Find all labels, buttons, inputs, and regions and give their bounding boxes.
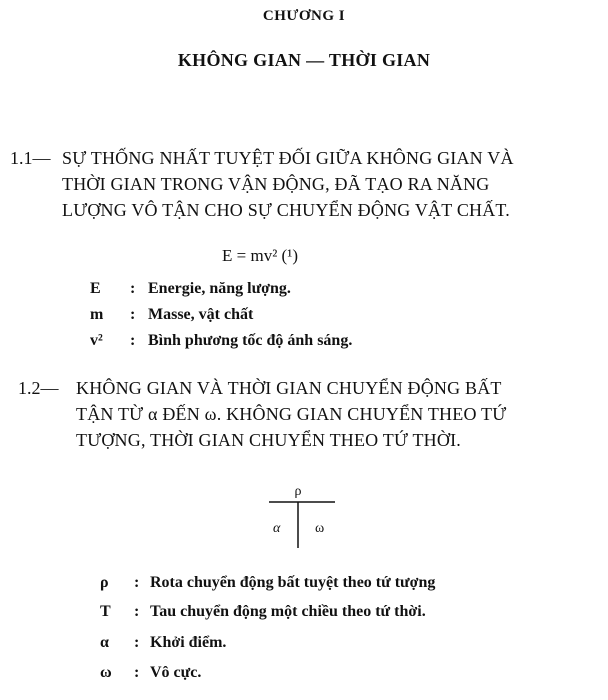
legend-row: [100, 634, 226, 652]
rho-label: ρ: [294, 484, 302, 499]
definition-symbol: E: [90, 280, 101, 297]
tau-diagram: [265, 482, 345, 552]
legend-separator: :: [134, 574, 140, 591]
legend-separator: :: [134, 664, 140, 681]
definition-text: Bình phương tốc độ ánh sáng.: [148, 332, 353, 349]
chapter-title: KHÔNG GIAN — THỜI GIAN: [177, 50, 431, 70]
legend-row: [100, 574, 435, 592]
definition-symbol: m: [90, 306, 104, 323]
legend-symbol: α: [100, 634, 109, 651]
section-1-heading-line-1: SỰ THỐNG NHẤT TUYỆT ĐỐI GIỮA KHÔNG GIAN VÀ: [62, 148, 514, 168]
tau-diagram-svg: [265, 482, 345, 552]
section-1-number: 1.1—: [10, 148, 51, 168]
definition-row: [90, 306, 253, 324]
legend-symbol: ω: [100, 664, 112, 681]
definition-row: [90, 332, 352, 350]
legend-row: [100, 603, 426, 621]
legend-text: Khởi điểm.: [150, 634, 227, 651]
legend-text: Rota chuyển động bất tuyệt theo tứ tượng: [150, 574, 436, 591]
legend-separator: :: [134, 634, 140, 651]
definition-text: Masse, vật chất: [148, 306, 254, 323]
section-1-heading-line-2: THỜI GIAN TRONG VẬN ĐỘNG, ĐÃ TẠO RA NĂNG: [62, 174, 490, 194]
legend-separator: :: [134, 603, 140, 620]
legend-symbol: T: [100, 603, 111, 620]
section-2-heading-line-3: TƯỢNG, THỜI GIAN CHUYỂN THEO TỨ THỜI.: [76, 430, 461, 450]
definition-symbol: v²: [90, 332, 103, 349]
legend-text: Vô cực.: [150, 664, 202, 681]
energy-formula: E = mv² (¹): [222, 246, 298, 265]
omega-label: ω: [315, 521, 325, 536]
definition-separator: :: [130, 280, 136, 297]
legend-row: [100, 664, 201, 682]
alpha-label: α: [273, 521, 281, 536]
section-2-heading-line-2: TẬN TỪ α ĐẾN ω. KHÔNG GIAN CHUYỂN THEO TỨ: [76, 404, 507, 424]
section-2-heading-line-1: KHÔNG GIAN VÀ THỜI GIAN CHUYỂN ĐỘNG BẤT: [76, 378, 502, 398]
chapter-number: CHƯƠNG I: [262, 8, 346, 24]
section-2-number: 1.2—: [18, 378, 59, 398]
definition-separator: :: [130, 332, 136, 349]
legend-text: Tau chuyển động một chiều theo tứ thời.: [150, 603, 426, 620]
definition-text: Energie, năng lượng.: [148, 280, 291, 297]
definition-row: [90, 280, 291, 298]
section-1-heading-line-3: LƯỢNG VÔ TẬN CHO SỰ CHUYỂN ĐỘNG VẬT CHẤT.: [62, 200, 510, 220]
definition-separator: :: [130, 306, 136, 323]
legend-symbol: ρ: [100, 574, 109, 591]
